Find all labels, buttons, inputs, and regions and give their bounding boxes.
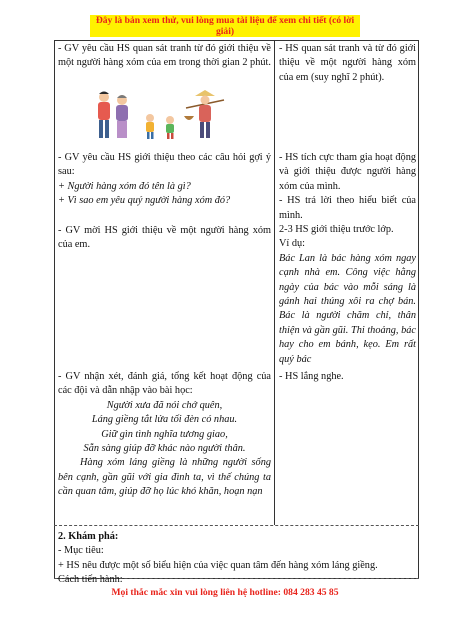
row2-student-block (279, 151, 416, 367)
row2-question-1: + Người hàng xóm đó tên là gì? (58, 180, 191, 192)
hotline-banner: Mọi thắc mắc xin vui lòng liên hệ hotline: 084 283 45 85 (111, 587, 339, 598)
row3-teacher-block (58, 370, 271, 500)
section2-title: 2. Khám phá: (58, 531, 119, 542)
row1-student-text: - HS quan sát tranh và từ đó giới thiệu về một người hàng xóm của em (suy nghĩ 2 phút). (279, 43, 416, 83)
row2-intro: - GV yêu cầu HS giới thiệu theo các câu hỏi gợi ý sau: (58, 152, 271, 178)
row1-teacher-text: - GV yêu cầu HS quan sát tranh từ đó giới thiệu về một người hàng xóm của em trong thời gian 2 phút. (58, 43, 271, 69)
poem-line-1: Người xưa đã nói chớ quên, (106, 399, 223, 411)
poem-line-4: Sẵn sàng giúp đỡ khác nào người thân. (83, 443, 246, 455)
row2-student-1: - HS tích cực tham gia hoạt động và giới thiệu được người hàng xóm của mình. (279, 152, 416, 192)
poem-line-2: Láng giềng tắt lửa tối đèn có nhau. (91, 414, 238, 426)
row-divider (54, 525, 419, 526)
row3-intro: - GV nhận xét, đánh giá, tổng kết hoạt động của các đội và dẫn nhập vào bài học: (58, 371, 271, 397)
example-label: Ví dụ: (279, 238, 306, 250)
method-label: Cách tiến hành: (58, 574, 123, 586)
example-text: Bác Lan là bác hàng xóm ngay cạnh nhà em. Công việc hằng ngày của bác vào mỗi sáng là gánh hai thúng xôi ra chợ bán. Bác là người chăm chỉ, thân thiện và gần gũi. Thi thoảng, bác hay cho em bánh, kẹo. Em rất quý bác (279, 252, 416, 365)
closing-text: Hàng xóm láng giềng là những người sống bên cạnh, gần gũi với gia đình ta, vì thế chúng ta cần quan tâm, giúp đỡ họ lúc khó khăn, hoạn nạn (58, 457, 271, 498)
section2-block (58, 530, 413, 588)
objective-text: + HS nêu được một số biểu hiện của việc quan tâm đến hàng xóm láng giềng. (58, 559, 378, 571)
row3-student-text: - HS lắng nghe. (279, 371, 344, 382)
row2-invite: - GV mời HS giới thiệu về một người hàng xóm của em. (58, 224, 271, 251)
row2-student-2: - HS trả lời theo hiểu biết của mình. (279, 195, 416, 221)
preview-banner: Đây là bản xem thử, vui lòng mua tài liệu để xem chi tiết (có lời giải) (90, 15, 360, 37)
objective-label: - Mục tiêu: (58, 545, 104, 557)
poem-line-3: Giữ gìn tình nghĩa tương giao, (101, 428, 228, 440)
neighbors-illustration (90, 88, 230, 144)
column-divider (274, 40, 275, 525)
row2-student-3: 2-3 HS giới thiệu trước lớp. (279, 224, 394, 236)
row2-teacher-block (58, 151, 271, 252)
row2-question-2: + Vì sao em yêu quý người hàng xóm đó? (58, 195, 231, 207)
